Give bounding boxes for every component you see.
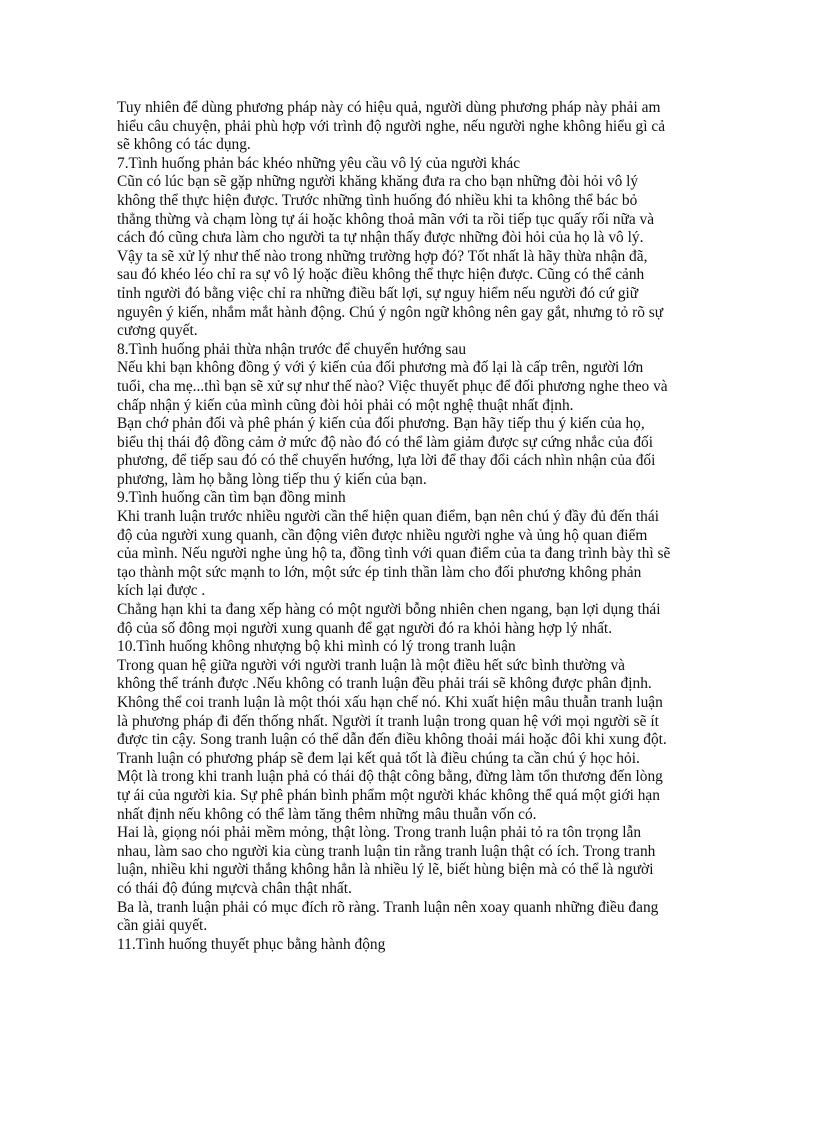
text-line: Bạn chớ phản đối và phê phán ý kiến của đối phương. Bạn hãy tiếp thu ý kiến của họ, [117, 415, 645, 433]
text-line: 11.Tình huống thuyết phục bằng hành động [117, 935, 386, 953]
text-line: có thái độ đúng mựcvà chân thật nhất. [117, 879, 352, 897]
text-line: cách đó cũng chưa làm cho người ta tự nhận thấy được những đòi hỏi của họ là vô lý. [117, 229, 644, 247]
text-line: biểu thị thái độ đồng cảm ở mức độ nào đó có thể làm giảm được sự cứng nhắc của đối [117, 433, 654, 451]
text-line: 9.Tình huống cần tìm bạn đồng minh [117, 489, 346, 507]
text-line: cương quyết. [117, 322, 198, 340]
text-line: Khi tranh luận trước nhiều người cần thể hiện quan điểm, bạn nên chú ý đầy đủ đến thái [117, 508, 659, 526]
text-line: Trong quan hệ giữa người với người tranh luận là một điều hết sức bình thường và [117, 656, 625, 674]
text-line: được tin cậy. Song tranh luận có thể dẫn đến điều không thoải mái hoặc đôi khi xung đột. [117, 731, 667, 749]
text-line: 8.Tình huống phải thừa nhận trước để chuyển hướng sau [117, 340, 467, 358]
text-line: Vậy ta sẽ xử lý như thế nào trong những trường hợp đó? Tốt nhất là hãy thừa nhận đã, [117, 247, 648, 265]
text-line: chấp nhận ý kiến của mình cũng đòi hỏi phải có một nghệ thuật nhất định. [117, 396, 574, 414]
text-line: Không thể coi tranh luận là một thói xấu hạn chế nó. Khi xuất hiện mâu thuẫn tranh luận [117, 694, 663, 711]
text-line: Cũn có lúc bạn sẽ gặp những người khăng khăng đưa ra cho bạn những đòi hỏi vô lý [117, 173, 639, 191]
text-line: tạo thành một sức mạnh to lớn, một sức ép tinh thần làm cho đối phương không phản [117, 563, 642, 581]
text-line: nhau, làm sao cho người kia cùng tranh luận tin rằng tranh luận thật có ích. Trong tranh [117, 842, 656, 860]
text-line: Một là trong khi tranh luận phả có thái độ thật công bằng, đừng làm tổn thương đến lòng [117, 768, 663, 786]
text-line: Chẳng hạn khi ta đang xếp hàng có một người bỗng nhiên chen ngang, bạn lợi dụng thái [117, 601, 661, 619]
text-line: độ của người xung quanh, cần động viên được nhiều người nghe và ủng hộ quan điểm [117, 526, 648, 544]
text-line: là phương pháp đi đến thống nhất. Người ít tranh luận trong quan hệ với mọi người sẽ ít [117, 712, 659, 730]
text-line: của mình. Nếu người nghe ủng hộ ta, đồng tình với quan điểm của ta đang trình bày thì sẽ [117, 545, 671, 563]
text-line: Tuy nhiên để dùng phương pháp này có hiệu quả, người dùng phương pháp này phải am [117, 99, 661, 116]
text-line: hiểu câu chuyện, phải phù hợp với trình độ người nghe, nếu người nghe không hiểu gì cả [117, 117, 666, 135]
document-body [117, 99, 717, 954]
text-line: kích lại được . [117, 582, 206, 600]
text-line: Ba là, tranh luận phải có mục đích rõ ràng. Tranh luận nên xoay quanh những điều đang [117, 898, 659, 916]
text-line: sau đó khéo léo chỉ ra sự vô lý hoặc điều không thể thực hiện được. Cũng có thể cảnh [117, 266, 645, 284]
text-line: độ của số đông mọi người xung quanh để gạt người đó ra khỏi hàng hợp lý nhất. [117, 619, 613, 637]
text-line: 10.Tình huống không nhượng bộ khi mình có lý trong tranh luận [117, 638, 516, 656]
text-line: tuổi, cha mẹ...thì bạn sẽ xử sự như thế nào? Việc thuyết phục để đối phương nghe theo và [117, 377, 668, 395]
text-line: 7.Tình huống phản bác khéo những yêu cầu vô lý của người khác [117, 154, 521, 172]
text-line: Hai là, giọng nói phải mềm mỏng, thật lòng. Trong tranh luận phải tỏ ra tôn trọng lẫn [117, 824, 642, 842]
text-line: tự ái của người kia. Sự phê phán bình phẩm một người khác không thể quá một giới hạn [117, 786, 660, 804]
text-line: phương, làm họ bằng lòng tiếp thu ý kiến của bạn. [117, 470, 427, 488]
text-line: sẽ không có tác dụng. [117, 136, 251, 154]
text-line: cần giải quyết. [117, 917, 208, 935]
text-line: phương, để tiếp sau đó có thể chuyển hướng, lựa lời để thay đổi cách nhìn nhận của đối [117, 452, 656, 470]
text-line: Nếu khi bạn không đồng ý với ý kiến của đối phương mà đố lại là cấp trên, người lớn [117, 359, 644, 377]
text-line: nguyên ý kiến, nhắm mắt hành động. Chú ý ngôn ngữ không nên gay gắt, nhưng tỏ rõ sự [117, 303, 664, 321]
text-line: tỉnh người đó bằng việc chỉ ra những điều bất lợi, sự nguy hiểm nếu người đó cứ giữ [117, 284, 639, 302]
text-line: không thể tránh được .Nếu không có tranh luận đều phải trái sẽ không được phân định. [117, 675, 652, 693]
text-line: không thể thực hiện được. Trước những tình huống đó nhiều khi ta không thể bác bỏ [117, 191, 638, 209]
text-line: Tranh luận có phương pháp sẽ đem lại kết quả tốt là điều chúng ta cần chú ý học hỏi. [117, 749, 640, 767]
text-line: luận, nhiều khi người thắng không hẳn là nhiều lý lẽ, biết hùng biện mà có thể là người [117, 861, 654, 879]
text-line: nhất định nếu không có thể làm tăng thêm những mâu thuẫn vốn có. [117, 805, 537, 823]
text-line: thẳng thừng và chạm lòng tự ái hoặc không thoả mãn với ta rồi tiếp tục quấy rối nữa và [117, 210, 655, 228]
